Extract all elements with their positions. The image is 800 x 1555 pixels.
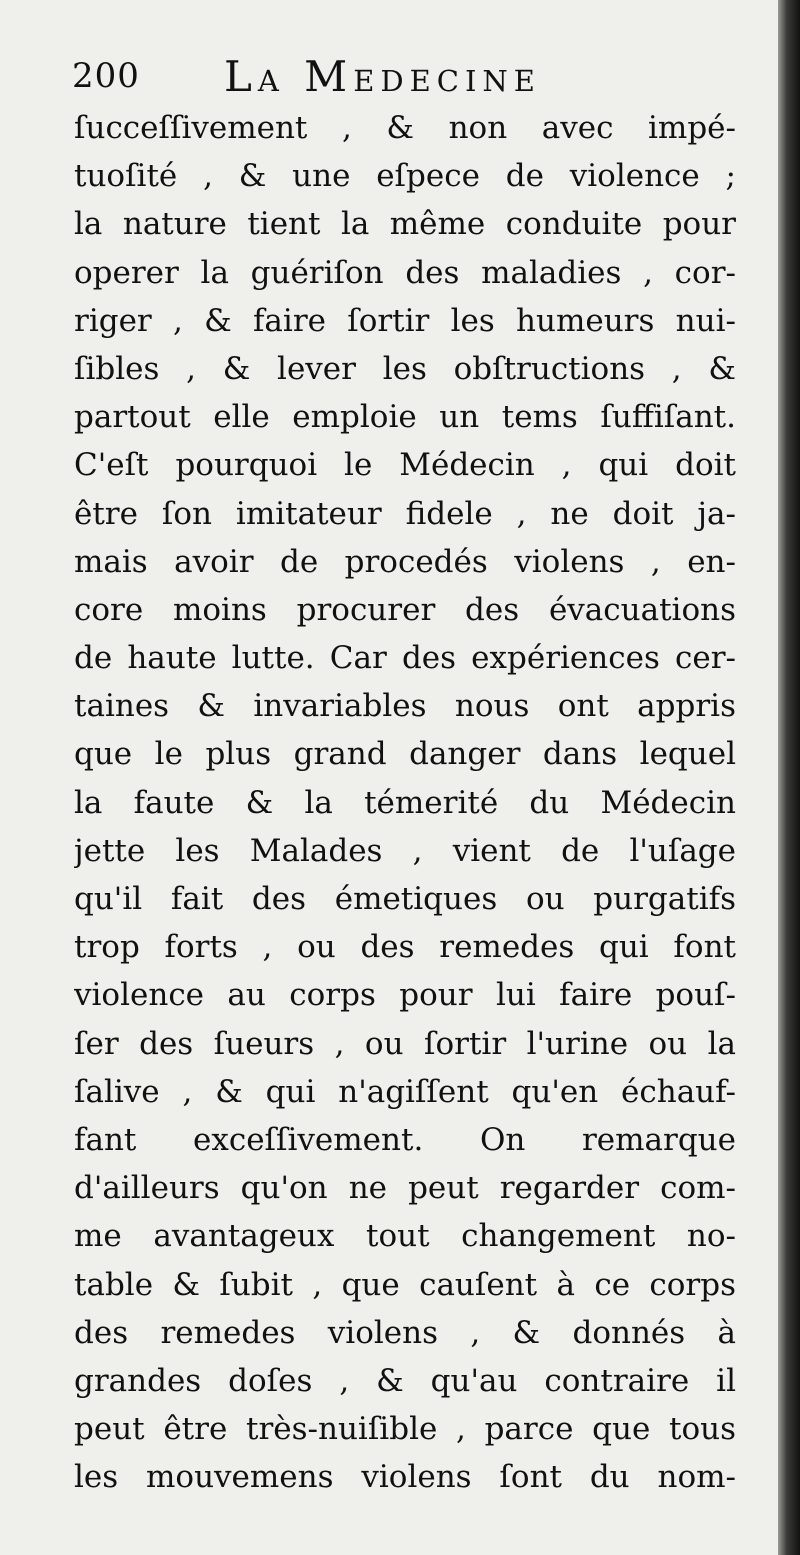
page-edge-shadow	[778, 0, 800, 1555]
text-line: violence au corps pour lui faire pouſ-	[74, 977, 736, 1014]
text-line: trop forts , ou des remedes qui font	[74, 929, 736, 966]
text-line: d'ailleurs qu'on ne peut regarder com-	[74, 1170, 736, 1207]
text-line: fant exceſſivement. On remarque	[74, 1121, 736, 1158]
text-line: peut être très-nuiſible , parce que tous	[74, 1411, 736, 1448]
text-line: les mouvemens violens ſont du nom-	[74, 1459, 736, 1496]
page-number: 200	[72, 56, 140, 96]
text-line: être ſon imitateur fidele , ne doit ja-	[74, 495, 736, 532]
text-line: jette les Malades , vient de l'uſage	[74, 832, 736, 869]
text-line: la nature tient la même conduite pour	[74, 206, 736, 243]
body-text	[74, 104, 736, 1501]
running-head: La Medecine	[224, 52, 541, 101]
text-line: riger , & faire ſortir les humeurs nui-	[74, 302, 736, 339]
text-line: table & ſubit , que cauſent à ce corps	[74, 1266, 736, 1303]
text-line: ſer des ſueurs , ou ſortir l'urine ou la	[74, 1025, 736, 1062]
text-line: ſibles , & lever les obſtructions , &	[74, 350, 736, 387]
text-line: partout elle emploie un tems ſuffiſant.	[74, 399, 736, 436]
text-line: la faute & la témerité du Médecin	[74, 784, 736, 821]
text-line: C'eſt pourquoi le Médecin , qui doit	[74, 447, 736, 484]
page-header	[72, 52, 752, 104]
text-line: des remedes violens , & donnés à	[74, 1314, 736, 1351]
text-line: que le plus grand danger dans lequel	[74, 736, 736, 773]
text-line: ſucceſſivement , & non avec impé-	[74, 110, 736, 146]
text-line: qu'il fait des émetiques ou purgatifs	[74, 881, 736, 917]
text-line: grandes doſes , & qu'au contraire il	[74, 1362, 736, 1399]
text-line: core moins procurer des évacuations	[74, 591, 736, 628]
text-line: ſalive , & qui n'agiſſent qu'en échauf-	[74, 1073, 736, 1110]
text-line: operer la guériſon des maladies , cor-	[74, 254, 736, 291]
text-line: de haute lutte. Car des expériences cer-	[74, 640, 736, 677]
text-line: tuoſité , & une eſpece de violence ;	[74, 158, 736, 195]
text-line: me avantageux tout changement no-	[74, 1218, 736, 1255]
text-line: mais avoir de procedés violens , en-	[74, 543, 736, 580]
text-line: taines & invariables nous ont appris	[74, 688, 736, 725]
